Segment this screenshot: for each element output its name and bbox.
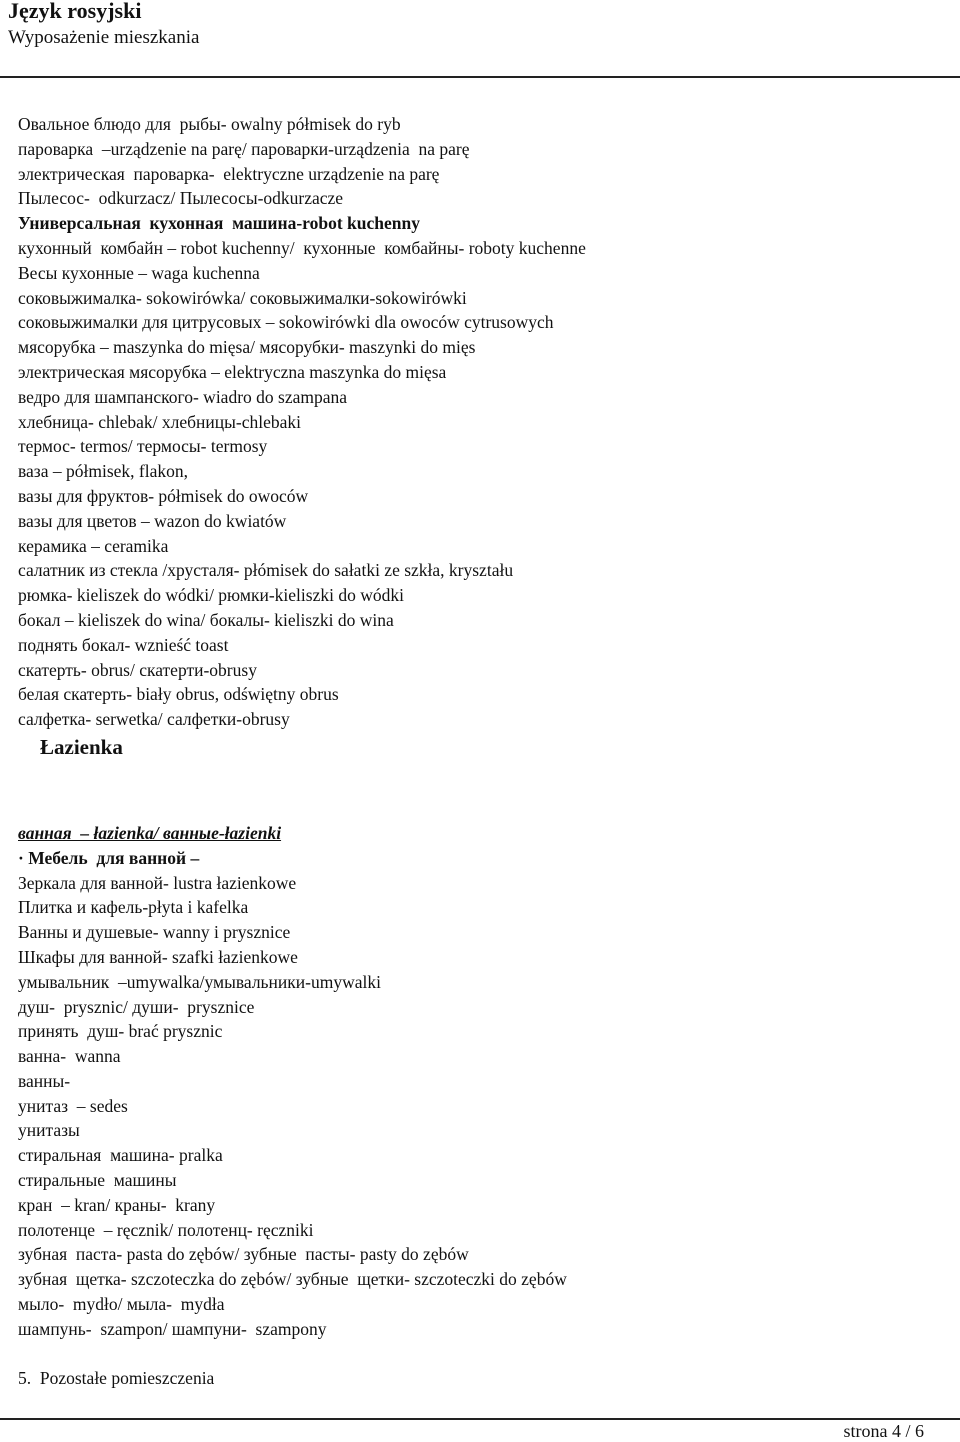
document-header [8,0,948,50]
vocab-line: электрическая пароварка- elektryczne urządzenie na parę [18,163,440,184]
vocab-line: Зеркала для ванной- lustra łazienkowe [18,872,297,893]
page-number: strona 4 / 6 [843,1421,924,1441]
bathroom-subheading: · Мебель для ванной – [18,847,200,868]
vocab-line: мясорубка – maszynka do mięsa/ мясорубки- maszynki do mięs [18,337,476,358]
vocab-line: ведро для шампанского- wiadro do szampana [18,386,348,407]
vocab-line: салфетка- serwetka/ салфетки-obrusy [18,709,290,730]
vocab-line: пароварка –urządzenie na parę/ пароварки-urządzenia na parę [18,138,470,159]
vocab-line: керамика – ceramika [18,535,169,556]
vocab-line-bold: Универсальная кухонная машина-robot kuchenny [18,213,420,234]
vocab-line: бокал – kieliszek do wina/ бокалы- kieliszki do wina [18,609,394,630]
vocab-line: шампунь- szampon/ шампуни- szampony [18,1318,327,1339]
blank-line [18,1342,938,1367]
vocab-line: Плитка и кафель-płyta i kafelka [18,897,249,918]
kitchen-vocabulary-list [18,112,938,732]
vocab-line: унитаз – sedes [18,1095,128,1116]
vocab-line: термос- termos/ термосы- termosy [18,436,268,457]
vocab-line: стиральная машина- pralka [18,1145,223,1166]
vocab-line: Ванны и душевые- wanny i prysznice [18,922,291,943]
vocab-line: салатник из стекла /хрусталя- płómisek do sałatki ze szkła, kryształu [18,560,514,581]
header-divider [0,76,960,78]
vocab-line: Весы кухонные – waga kuchenna [18,262,260,283]
vocab-line: хлебница- chlebak/ хлебницы-chlebaki [18,411,301,432]
vocab-line: Овальное блюдо для рыбы- owalny półmisek do ryb [18,114,401,134]
vocab-line: скатерть- obrus/ скатерти-obrusy [18,659,257,680]
vocab-line: ванны- [18,1070,71,1091]
footer-divider [0,1418,960,1420]
bathroom-title: ванная – łazienka/ ванные-łazienki [18,822,282,843]
document-title: Język rosyjski [8,0,142,23]
document-subtitle: Wyposażenie mieszkania [8,27,200,48]
vocab-line: вазы для цветов – wazon do kwiatów [18,510,287,531]
bathroom-vocabulary-list [18,821,938,1391]
vocab-line: кухонный комбайн – robot kuchenny/ кухонные комбайны- roboty kuchenne [18,237,586,258]
vocab-line: соковыжималка- sokowirówka/ соковыжималки-sokowirówki [18,287,467,308]
vocab-line: Шкафы для ванной- szafki łazienkowe [18,946,298,967]
vocab-line: унитазы [18,1120,80,1141]
vocab-line: стиральные машины [18,1170,177,1191]
section-heading-bathroom: Łazienka [40,734,123,759]
vocab-line: зубная щетка- szczoteczka do zębów/ зубные щетки- szczoteczki do zębów [18,1269,567,1290]
vocab-line: ванна- wanna [18,1046,121,1067]
vocab-line: поднять бокал- wznieść toast [18,634,229,655]
vocab-line: ваза – półmisek, flakon, [18,461,188,482]
vocab-line: принять душ- brać prysznic [18,1021,223,1042]
vocab-line: рюмка- kieliszek do wódki/ рюмки-kieliszki do wódki [18,585,404,606]
vocab-line: вазы для фруктов- półmisek do owoców [18,485,309,506]
vocab-line: белая скатерть- biały obrus, odświętny obrus [18,684,339,705]
vocab-line: кран – kran/ краны- krany [18,1194,216,1215]
vocab-line: электрическая мясорубка – elektryczna maszynka do mięsa [18,361,447,382]
vocab-line: полотенце – ręcznik/ полотенц- ręczniki [18,1219,314,1240]
vocab-line: соковыжималки для цитрусовых – sokowirówki dla owoców cytrusowych [18,312,554,333]
next-section-heading: 5. Pozostałe pomieszczenia [18,1368,215,1389]
vocab-line: Пылесос- odkurzacz/ Пылесосы-odkurzacze [18,188,344,209]
vocab-line: душ- prysznic/ души- prysznice [18,996,255,1017]
vocab-line: зубная паста- pasta do zębów/ зубные пасты- pasty do zębów [18,1244,469,1265]
vocab-line: мыло- mydło/ мыла- mydła [18,1294,225,1315]
document-body [18,112,938,1391]
vocab-line: умывальник –umywalka/умывальники-umywalki [18,971,381,992]
